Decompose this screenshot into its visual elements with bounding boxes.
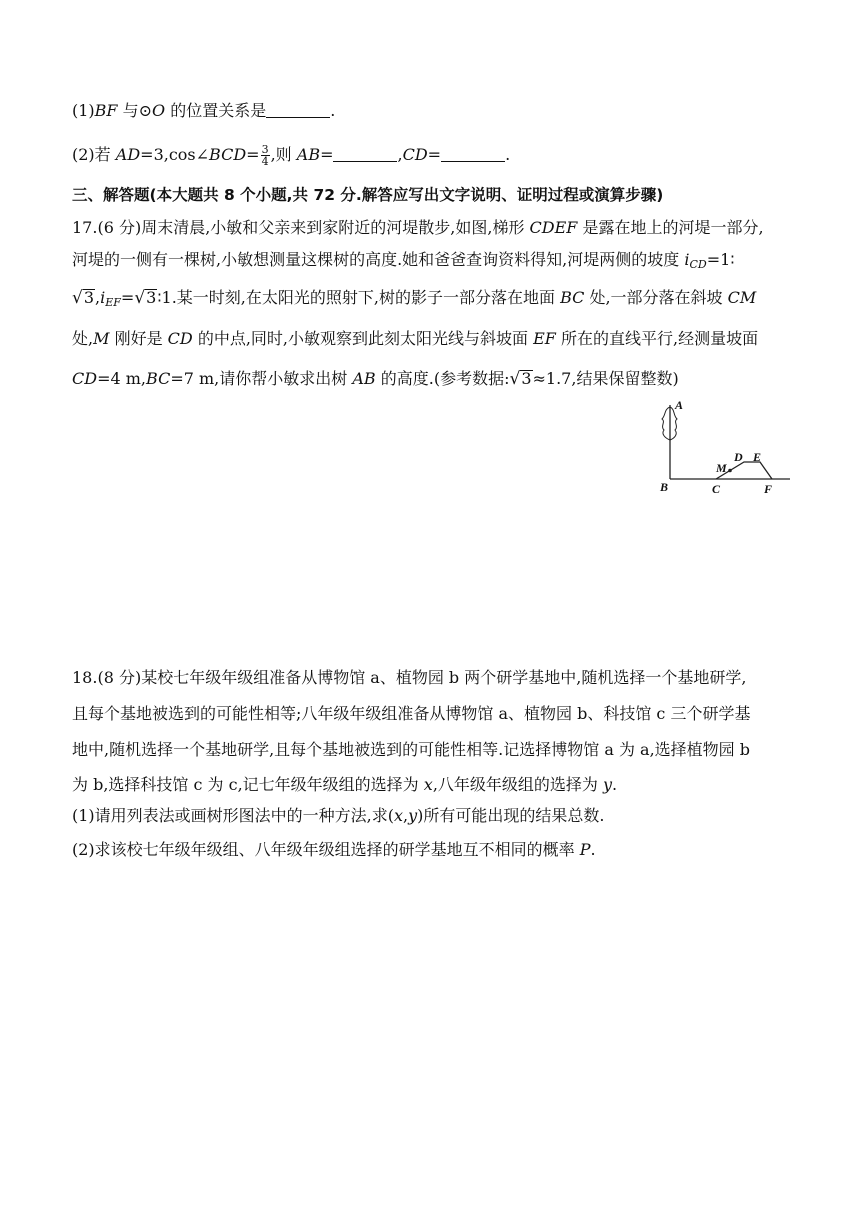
- part-number: (1): [72, 101, 95, 120]
- text: 的位置关系是: [165, 101, 267, 120]
- q18-line1: 18.(8 分)某校七年级年级组准备从博物馆 a、植物园 b 两个研学基地中,随机选择一个基地研学,: [72, 668, 747, 687]
- text: 处,: [72, 329, 94, 348]
- label-d: D: [734, 450, 743, 464]
- var-cd: CD: [167, 329, 193, 348]
- label-f: F: [764, 482, 773, 496]
- text: .: [330, 101, 336, 120]
- sqrt-radicand: 3: [83, 288, 95, 307]
- label-b: B: [660, 480, 669, 494]
- section-heading: 三、解答题(本大题共 8 个小题,共 72 分.解答应写出文字说明、证明过程或演算步骤): [72, 186, 664, 204]
- answer-blank-cd[interactable]: [441, 147, 505, 162]
- var-bc: BC: [146, 369, 171, 388]
- var-bf: BF: [94, 101, 118, 120]
- q17-line3: [72, 288, 800, 313]
- var-ef: EF: [533, 329, 556, 348]
- point-m: [728, 469, 732, 473]
- q18-line4: [72, 775, 800, 795]
- label-m: M: [716, 461, 727, 475]
- var-ad: AD: [115, 145, 141, 164]
- text: .: [505, 145, 511, 164]
- sqrt-icon: √: [509, 369, 521, 389]
- q18-part2: [72, 840, 800, 860]
- answer-blank[interactable]: [266, 103, 330, 118]
- q18-line3: 地中,随机选择一个基地研学,且每个基地被选到的可能性相等.记选择博物馆 a 为 a,选择植物园 b: [72, 740, 751, 759]
- var-i: i: [100, 288, 106, 307]
- text: (1)请用列表法或画树形图法中的一种方法,求(: [72, 806, 394, 825]
- sqrt-icon: √: [72, 288, 83, 308]
- var-ab: AB: [352, 369, 376, 388]
- q16-part1: [72, 101, 800, 121]
- text: 的中点,同时,小敏观察到此刻太阳光线与斜坡面: [192, 329, 534, 348]
- text: ,: [403, 806, 409, 825]
- fraction-denominator: 4: [261, 155, 269, 168]
- text: =3,cos∠: [140, 145, 210, 164]
- text: =: [246, 145, 260, 164]
- text: 是露在地上的河堤一部分,: [577, 218, 764, 237]
- label-e: E: [753, 450, 762, 464]
- text: ,则: [270, 145, 297, 164]
- label-a: A: [675, 398, 684, 412]
- text: =: [427, 145, 442, 164]
- text: 为 b,选择科技馆 c 为 c,记七年级年级组的选择为: [72, 775, 424, 794]
- part-number: (2)若: [72, 145, 116, 164]
- text: =4 m,: [97, 369, 147, 388]
- text: )所有可能出现的结果总数.: [417, 806, 605, 825]
- sqrt-icon: √: [134, 288, 146, 308]
- var-x: x: [423, 775, 433, 794]
- var-y: y: [408, 806, 418, 825]
- var-x: x: [394, 806, 404, 825]
- text: ,八年级年级组的选择为: [432, 775, 603, 794]
- q18-line2: 且每个基地被选到的可能性相等;八年级年级组准备从博物馆 a、植物园 b、科技馆 c 三个研学基: [72, 704, 751, 723]
- fraction-numerator: 3: [261, 143, 269, 156]
- q17-line5: [72, 369, 800, 389]
- var-i: i: [684, 250, 690, 269]
- text: .: [612, 775, 618, 794]
- var-bc: BC: [560, 288, 585, 307]
- q17-line1: [72, 218, 800, 238]
- text: =1∶: [706, 250, 735, 269]
- text: =7 m,请你帮小敏求出树: [170, 369, 353, 388]
- text: =: [120, 288, 135, 307]
- circle-o: ⊙O: [138, 101, 166, 120]
- text: ,: [95, 288, 101, 307]
- subscript-ef: EF: [105, 296, 121, 309]
- text: .: [590, 840, 596, 859]
- var-m: M: [93, 329, 110, 348]
- sqrt-radicand: 3: [146, 288, 157, 307]
- var-cd: CD: [402, 145, 428, 164]
- text: 刚好是: [109, 329, 168, 348]
- text: 的高度.(参考数据:: [375, 369, 510, 388]
- q17-figure: [650, 395, 800, 500]
- label-c: C: [712, 482, 721, 496]
- var-p: P: [579, 840, 591, 859]
- q16-part2: [72, 144, 800, 167]
- var-cm: CM: [727, 288, 757, 307]
- text: 所在的直线平行,经测量坡面: [555, 329, 759, 348]
- text: (2)求该校七年级年级组、八年级年级组选择的研学基地互不相同的概率: [72, 840, 580, 859]
- text: =: [320, 145, 334, 164]
- text: 17.(6 分)周末清晨,小敏和父亲来到家附近的河堤散步,如图,梯形: [72, 218, 530, 237]
- text: ,: [397, 145, 403, 164]
- fraction: [261, 144, 270, 167]
- q18-part1: [72, 806, 800, 826]
- text: 河堤的一侧有一棵树,小敏想测量这棵树的高度.她和爸爸查询资料得知,河堤两侧的坡度: [72, 250, 685, 269]
- q17-line4: [72, 329, 800, 349]
- var-cdef: CDEF: [529, 218, 578, 237]
- text: 处,一部分落在斜坡: [584, 288, 728, 307]
- text: 与: [117, 101, 139, 120]
- answer-blank-ab[interactable]: [333, 147, 397, 162]
- subscript-cd: CD: [689, 258, 707, 271]
- sqrt-radicand: 3: [521, 369, 532, 388]
- var-cd: CD: [72, 369, 98, 388]
- text: ≈1.7,结果保留整数): [532, 369, 679, 388]
- var-bcd: BCD: [209, 145, 247, 164]
- var-ab: AB: [296, 145, 321, 164]
- q17-line2: [72, 250, 800, 275]
- var-y: y: [603, 775, 613, 794]
- text: ∶1.某一时刻,在太阳光的照射下,树的影子一部分落在地面: [157, 288, 561, 307]
